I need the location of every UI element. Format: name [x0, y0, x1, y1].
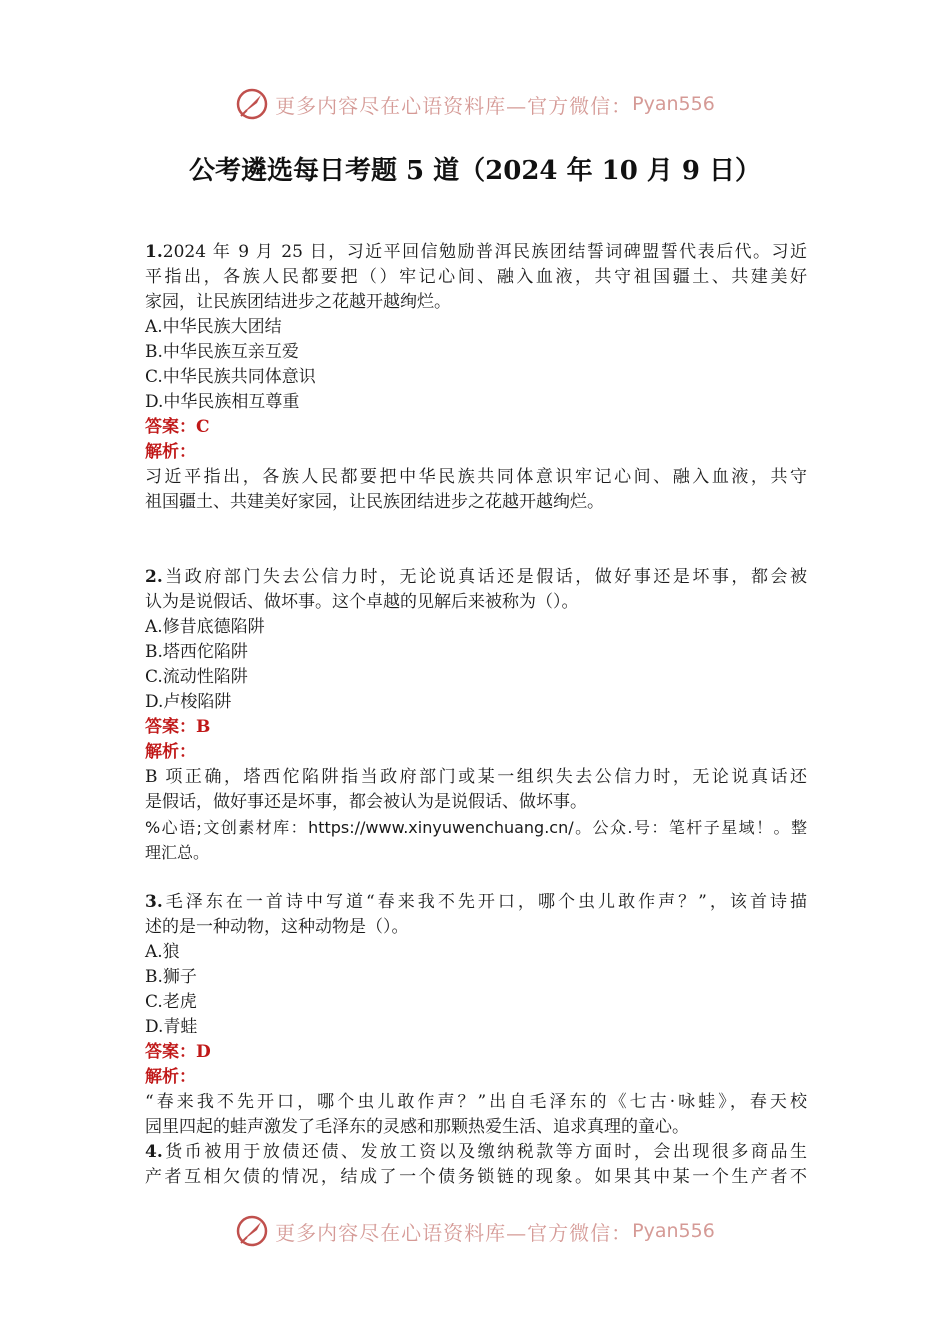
q3-option-d: D.青蛙	[145, 1017, 198, 1037]
banner-text: 更多内容尽在心语资料库—官方微信：	[275, 1220, 633, 1245]
q1-stem-line-2: 平指出，各族人民都要把（）牢记心间、融入血液，共守祖国疆土、共建美好	[145, 267, 807, 287]
banner-wechat-id: Pyan556	[632, 93, 715, 115]
q2-stem-line-1: 2.当政府部门失去公信力时，无论说真话还是假话，做好事还是坏事，都会被	[145, 567, 807, 587]
q3-option-b: B.狮子	[145, 967, 197, 987]
quill-logo-icon	[235, 87, 269, 121]
q2-answer: 答案：B	[145, 717, 211, 737]
page-title: 公考遴选每日考题 5 道（2024 年 10 月 9 日）	[188, 156, 762, 186]
q2-option-c: C.流动性陷阱	[145, 667, 248, 687]
q3-option-a: A.狼	[145, 942, 180, 962]
q1-analysis-label: 解析：	[145, 442, 196, 462]
q1-analysis-line-1: 习近平指出，各族人民都要把中华民族共同体意识牢记心间、融入血液，共守	[145, 467, 807, 487]
q3-analysis-label: 解析：	[145, 1067, 196, 1087]
q1-stem-line-3: 家园，让民族团结进步之花越开越绚烂。	[145, 292, 451, 312]
banner-wechat-id: Pyan556	[632, 1220, 715, 1242]
q2-analysis-line-1: B 项正确，塔西佗陷阱指当政府部门或某一组织失去公信力时，无论说真话还	[145, 767, 807, 787]
q3-answer: 答案：D	[145, 1042, 211, 1062]
q1-answer: 答案：C	[145, 417, 210, 437]
q1-option-a: A.中华民族大团结	[145, 317, 282, 337]
q2-source-note-line-1: %心语;文创素材库：https://www.xinyuwenchuang.cn/。公众.号：笔杆子星域！。整	[145, 818, 807, 837]
q2-analysis-line-2: 是假话，做好事还是坏事，都会被认为是说假话、做坏事。	[145, 792, 587, 812]
header-banner	[0, 84, 950, 124]
q1-option-c: C.中华民族共同体意识	[145, 367, 316, 387]
q3-analysis-line-2: 园里四起的蛙声激发了毛泽东的灵感和那颗热爱生活、追求真理的童心。	[145, 1117, 689, 1137]
document-body	[145, 240, 807, 1190]
q2-option-b: B.塔西佗陷阱	[145, 642, 248, 662]
q1-option-d: D.中华民族相互尊重	[145, 392, 300, 412]
q2-option-a: A.修昔底德陷阱	[145, 617, 265, 637]
q1-analysis-line-2: 祖国疆土、共建美好家园，让民族团结进步之花越开越绚烂。	[145, 492, 604, 512]
banner-text: 更多内容尽在心语资料库—官方微信：	[275, 93, 633, 118]
q1-stem-line-1: 1.2024 年 9 月 25 日，习近平回信勉励普洱民族团结誓词碑盟誓代表后代。习近	[145, 242, 807, 262]
q3-option-c: C.老虎	[145, 992, 197, 1012]
q3-analysis-line-1: “春来我不先开口，哪个虫儿敢作声？”出自毛泽东的《七古·咏蛙》，春天校	[145, 1092, 807, 1112]
q2-option-d: D.卢梭陷阱	[145, 692, 232, 712]
footer-banner	[0, 1211, 950, 1251]
q4-stem-line-2: 产者互相欠债的情况，结成了一个债务锁链的现象。如果其中某一个生产者不	[145, 1167, 807, 1187]
q4-stem-line-1: 4.货币被用于放债还债、发放工资以及缴纳税款等方面时，会出现很多商品生	[145, 1142, 807, 1162]
q2-stem-line-2: 认为是说假话、做坏事。这个卓越的见解后来被称为（）。	[145, 592, 579, 612]
quill-logo-icon	[235, 1214, 269, 1248]
q3-stem-line-1: 3.毛泽东在一首诗中写道“春来我不先开口，哪个虫儿敢作声？”，该首诗描	[145, 892, 807, 912]
q2-source-note-line-2: 理汇总。	[145, 843, 210, 862]
q3-stem-line-2: 述的是一种动物，这种动物是（）。	[145, 917, 409, 937]
q1-option-b: B.中华民族互亲互爱	[145, 342, 299, 362]
q2-analysis-label: 解析：	[145, 742, 196, 762]
